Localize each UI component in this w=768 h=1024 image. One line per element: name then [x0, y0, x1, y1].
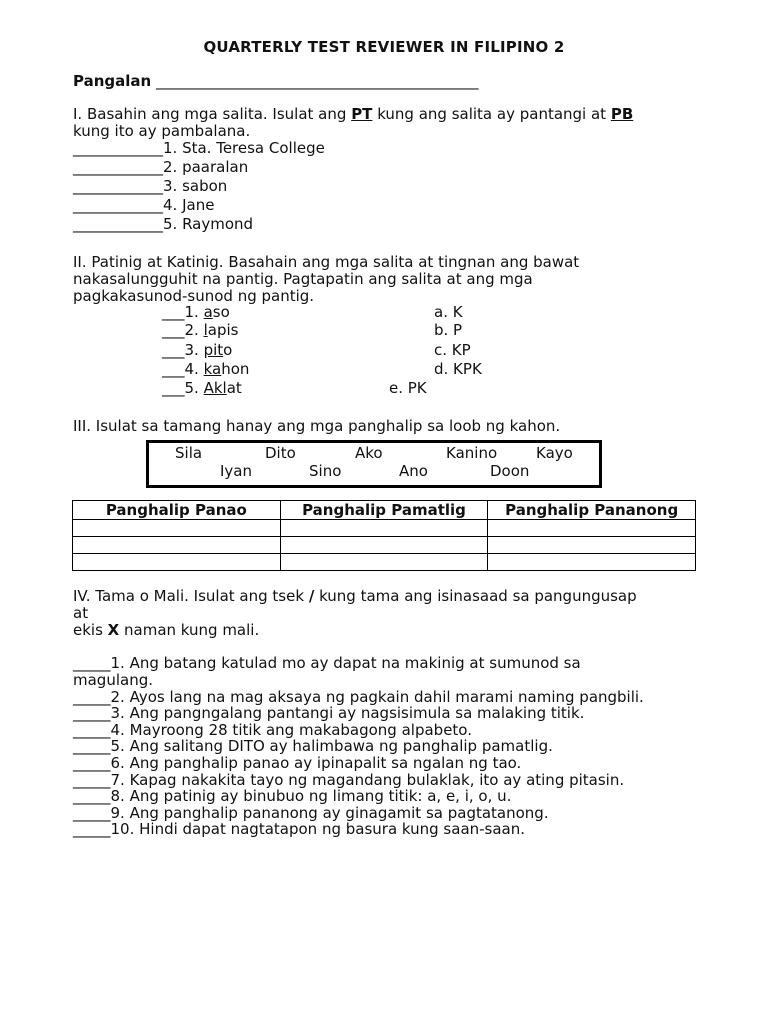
- choice-item: b. P: [434, 321, 463, 339]
- table-header: Panghalip Pamatlig: [280, 501, 488, 520]
- name-row: [73, 72, 478, 90]
- section2-instruction: II. Patinig at Katinig. Basahain ang mga salita at tingnan ang bawat: [73, 253, 580, 271]
- list-item: ____________5. Raymond: [73, 215, 254, 233]
- section4-instruction-2: at: [73, 604, 89, 622]
- name-label: Pangalan: [73, 72, 152, 90]
- list-item: _____5. Ang salitang DITO ay halimbawa ng panghalip pamatlig.: [73, 737, 553, 755]
- section1-instruction-cont: kung ito ay pambalana.: [73, 122, 251, 140]
- word-item: Dito: [265, 444, 296, 462]
- table-row: [73, 520, 696, 537]
- pt-label: PT: [351, 105, 373, 123]
- choice-item: a. K: [434, 303, 463, 321]
- list-item: _____10. Hindi dapat nagtatapon ng basura kung saan-saan.: [73, 820, 526, 838]
- section4-instruction-3: ekis X naman kung mali.: [73, 621, 260, 639]
- table-cell[interactable]: [73, 520, 281, 537]
- page-title: QUARTERLY TEST REVIEWER IN FILIPINO 2: [203, 38, 565, 56]
- word-item: Kayo: [536, 444, 573, 462]
- table-cell[interactable]: [280, 520, 488, 537]
- check-symbol: /: [308, 587, 315, 605]
- table-header: Panghalip Panao: [73, 501, 281, 520]
- section1-instruction: I. Basahin ang mga salita. Isulat ang PT kung ang salita ay pantangi at PB: [73, 105, 634, 123]
- list-item: _____1. Ang batang katulad mo ay dapat na makinig at sumunod sa: [73, 654, 581, 672]
- word-item: Doon: [490, 462, 530, 480]
- list-item: _____6. Ang panghalip panao ay ipinapalit sa ngalan ng tao.: [73, 754, 522, 772]
- choice-item: e. PK: [389, 379, 427, 397]
- section3-instruction: III. Isulat sa tamang hanay ang mga panghalip sa loob ng kahon.: [73, 417, 561, 435]
- table-cell[interactable]: [488, 554, 696, 571]
- table-cell[interactable]: [280, 537, 488, 554]
- table-cell[interactable]: [488, 537, 696, 554]
- choice-item: c. KP: [434, 341, 471, 359]
- word-item: Ako: [355, 444, 383, 462]
- word-item: Kanino: [446, 444, 498, 462]
- pb-label: PB: [610, 105, 634, 123]
- list-item: _____9. Ang panghalip pananong ay ginagamit sa pagtatanong.: [73, 804, 549, 822]
- list-item: _____3. Ang pangngalang pantangi ay nagsisimula sa malaking titik.: [73, 704, 585, 722]
- list-item: ____________4. Jane: [73, 196, 215, 214]
- section2-instruction-2: nakasalungguhit na pantig. Pagtapatin ang salita at ang mga: [73, 270, 533, 288]
- section4-instruction: IV. Tama o Mali. Isulat ang tsek / kung tama ang isinasaad sa pangungusap: [73, 587, 637, 605]
- list-item: ____________3. sabon: [73, 177, 228, 195]
- table-row: [73, 554, 696, 571]
- list-item: ____________2. paaralan: [73, 158, 249, 176]
- table-header: Panghalip Pananong: [488, 501, 696, 520]
- x-symbol: X: [107, 621, 120, 639]
- table-cell[interactable]: [488, 520, 696, 537]
- table-row: [73, 537, 696, 554]
- word-item: Ano: [399, 462, 428, 480]
- list-item: ___3. pito: [162, 341, 233, 359]
- word-item: Iyan: [220, 462, 252, 480]
- list-item: ___5. Aklat: [162, 379, 242, 397]
- list-item: _____2. Ayos lang na mag aksaya ng pagkain dahil marami naming pangbili.: [73, 688, 644, 706]
- word-item: Sila: [175, 444, 203, 462]
- table-cell[interactable]: [280, 554, 488, 571]
- table-cell[interactable]: [73, 537, 281, 554]
- list-item: ____________1. Sta. Teresa College: [73, 139, 325, 157]
- list-item: ___4. kahon: [162, 360, 250, 378]
- word-item: Sino: [309, 462, 342, 480]
- choice-item: d. KPK: [434, 360, 482, 378]
- list-item: _____8. Ang patinig ay binubuo ng limang titik: a, e, i, o, u.: [73, 787, 512, 805]
- panghalip-table: [72, 500, 696, 571]
- table-cell[interactable]: [73, 554, 281, 571]
- list-item: ___1. aso: [162, 303, 230, 321]
- name-line[interactable]: ___________________________________________: [155, 72, 479, 90]
- table-header-row: [73, 501, 696, 520]
- word-box: [146, 440, 602, 488]
- section2-instruction-3: pagkakasunod-sunod ng pantig.: [73, 287, 315, 305]
- list-item: _____4. Mayroong 28 titik ang makabagong alpabeto.: [73, 721, 472, 739]
- list-item-cont: magulang.: [73, 671, 153, 689]
- list-item: ___2. lapis: [162, 321, 239, 339]
- list-item: _____7. Kapag nakakita tayo ng magandang bulaklak, ito ay ating pitasin.: [73, 771, 625, 789]
